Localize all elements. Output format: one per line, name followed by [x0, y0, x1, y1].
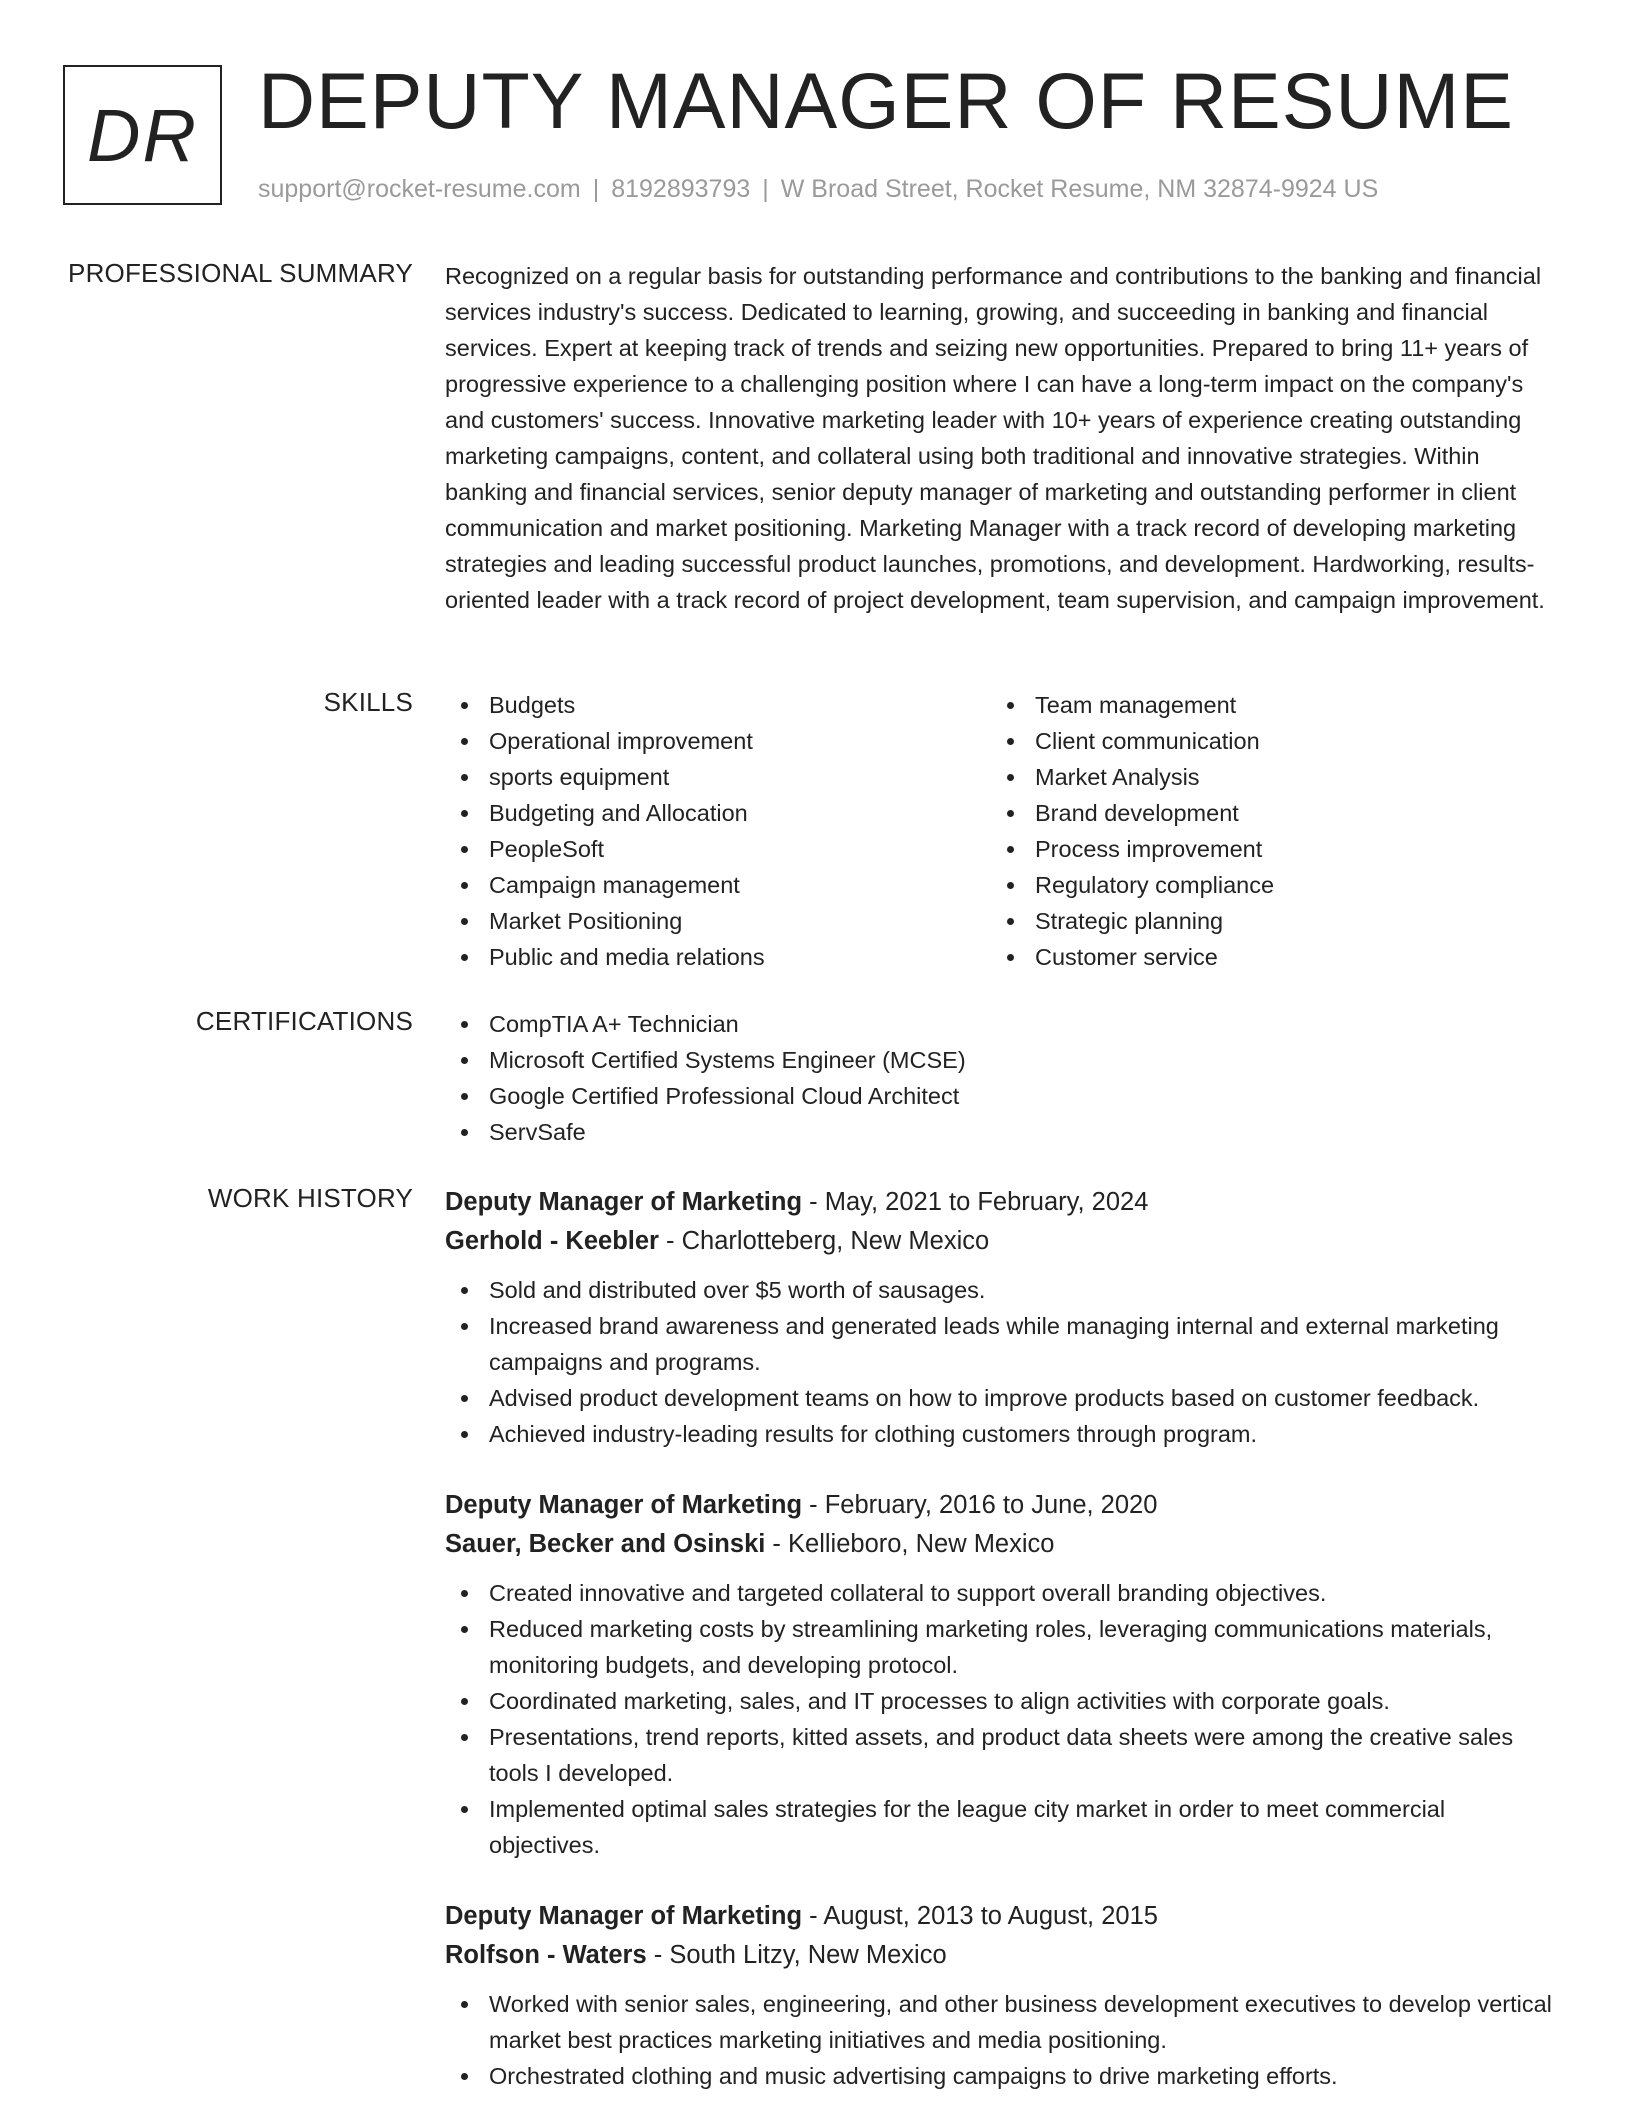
job-title: Deputy Manager of Marketing [445, 1902, 803, 1930]
skill-item: PeopleSoft [445, 831, 991, 867]
monogram-box [63, 65, 222, 205]
monogram-initials: DR [87, 93, 198, 177]
job-location: South Litzy, New Mexico [669, 1941, 947, 1969]
certification-item: CompTIA A+ Technician [445, 1006, 1560, 1042]
job-company: Sauer, Becker and Osinski [445, 1530, 766, 1558]
resume-name: DEPUTY MANAGER OF RESUME [258, 56, 1514, 145]
skill-item: Market Positioning [445, 903, 991, 939]
contact-phone: 8192893793 [611, 175, 751, 203]
job-entry [445, 1897, 1560, 2094]
job-title-line [445, 1897, 1560, 1935]
job-bullets [445, 1575, 1560, 1863]
job-bullet: Created innovative and targeted collateral to support overall branding objectives. [445, 1575, 1560, 1611]
job-dash: - [765, 1530, 789, 1558]
section-label-work-history: WORK HISTORY [207, 1183, 413, 1213]
skill-item: Operational improvement [445, 723, 991, 759]
job-bullet: Presentations, trend reports, kitted assets, and product data sheets were among the creative sales tools I developed. [445, 1719, 1560, 1791]
skill-item: Budgets [445, 687, 991, 723]
job-company-line [445, 1524, 1560, 1564]
skill-item: Regulatory compliance [991, 867, 1537, 903]
skill-item: Customer service [991, 939, 1537, 975]
job-entry [445, 1183, 1560, 1452]
job-company-line [445, 1935, 1560, 1975]
job-title-line [445, 1486, 1560, 1524]
work-history-list [445, 1183, 1560, 2128]
section-label-certifications: CERTIFICATIONS [195, 1006, 413, 1036]
job-dates: May, 2021 to February, 2024 [824, 1188, 1149, 1216]
job-bullet: Reduced marketing costs by streamlining marketing roles, leveraging communications materials, monitoring budgets, and developing protocol. [445, 1611, 1560, 1683]
skill-item: Campaign management [445, 867, 991, 903]
section-label-skills: SKILLS [323, 687, 413, 717]
contact-line [258, 175, 1378, 204]
job-company: Rolfson - Waters [445, 1941, 647, 1969]
job-dash: - [802, 1188, 825, 1216]
job-dash: - [646, 1941, 670, 1969]
summary-text: Recognized on a regular basis for outstanding performance and contributions to the banking and financial services industry's success. Dedicated to learning, growing, and succeeding in banking and financial services. Expert at keeping track of trends and seizing new opportunities. Prepared to bring 11+ years of progressive experience to a challenging position where I can have a long-term impact on the company's and customers' success. Innovative marketing leader with 10+ years of experience creating outstanding marketing campaigns, content, and collateral using both traditional and innovative strategies. Within banking and financial services, senior deputy manager of marketing and outstanding performer in client communication and market positioning. Marketing Manager with a track record of developing marketing strategies and leading successful product launches, promotions, and development. Hardworking, results-oriented leader with a track record of project development, team supervision, and campaign improvement. [445, 263, 1545, 613]
job-title: Deputy Manager of Marketing [445, 1188, 803, 1216]
job-bullet: Achieved industry-leading results for clothing customers through program. [445, 1416, 1560, 1452]
skill-item: sports equipment [445, 759, 991, 795]
certification-item: Microsoft Certified Systems Engineer (MCSE) [445, 1042, 1560, 1078]
job-dates: August, 2013 to August, 2015 [823, 1902, 1158, 1930]
skill-item: Process improvement [991, 831, 1537, 867]
job-title: Deputy Manager of Marketing [445, 1491, 803, 1519]
certifications-list [445, 1006, 1560, 1150]
skill-item: Brand development [991, 795, 1537, 831]
skill-item: Budgeting and Allocation [445, 795, 991, 831]
skill-item: Strategic planning [991, 903, 1537, 939]
section-label-summary: PROFESSIONAL SUMMARY [68, 258, 413, 288]
certification-item: Google Certified Professional Cloud Architect [445, 1078, 1560, 1114]
job-company: Gerhold - Keebler [445, 1227, 659, 1255]
job-bullet: Increased brand awareness and generated leads while managing internal and external marketing campaigns and programs. [445, 1308, 1560, 1380]
job-bullets [445, 1986, 1560, 2094]
skill-item: Market Analysis [991, 759, 1537, 795]
job-dash: - [658, 1227, 682, 1255]
job-dash: - [802, 1902, 824, 1930]
job-dash: - [802, 1491, 825, 1519]
job-entry [445, 1486, 1560, 1863]
skill-item: Client communication [991, 723, 1537, 759]
job-bullets [445, 1272, 1560, 1452]
skills-list-left [445, 687, 991, 975]
job-bullet: Advised product development teams on how to improve products based on customer feedback. [445, 1380, 1560, 1416]
certification-item: ServSafe [445, 1114, 1560, 1150]
job-bullet: Orchestrated clothing and music advertising campaigns to drive marketing efforts. [445, 2058, 1560, 2094]
contact-email: support@rocket-resume.com [258, 175, 581, 203]
skill-item: Team management [991, 687, 1537, 723]
skills-list-right [991, 687, 1537, 975]
skill-item: Public and media relations [445, 939, 991, 975]
contact-separator: | [592, 175, 600, 203]
contact-separator: | [762, 175, 769, 203]
job-location: Charlotteberg, New Mexico [681, 1227, 990, 1255]
job-company-line [445, 1221, 1560, 1261]
job-location: Kellieboro, New Mexico [788, 1530, 1055, 1558]
job-bullet: Implemented optimal sales strategies for the league city market in order to meet commercial objectives. [445, 1791, 1560, 1863]
job-dates: February, 2016 to June, 2020 [824, 1491, 1158, 1519]
job-bullet: Sold and distributed over $5 worth of sausages. [445, 1272, 1560, 1308]
contact-address: W Broad Street, Rocket Resume, NM 32874-9924 US [780, 175, 1379, 203]
job-title-line [445, 1183, 1560, 1221]
job-bullet: Worked with senior sales, engineering, and other business development executives to develop vertical market best practices marketing initiatives and media positioning. [445, 1986, 1560, 2058]
job-bullet: Coordinated marketing, sales, and IT processes to align activities with corporate goals. [445, 1683, 1560, 1719]
